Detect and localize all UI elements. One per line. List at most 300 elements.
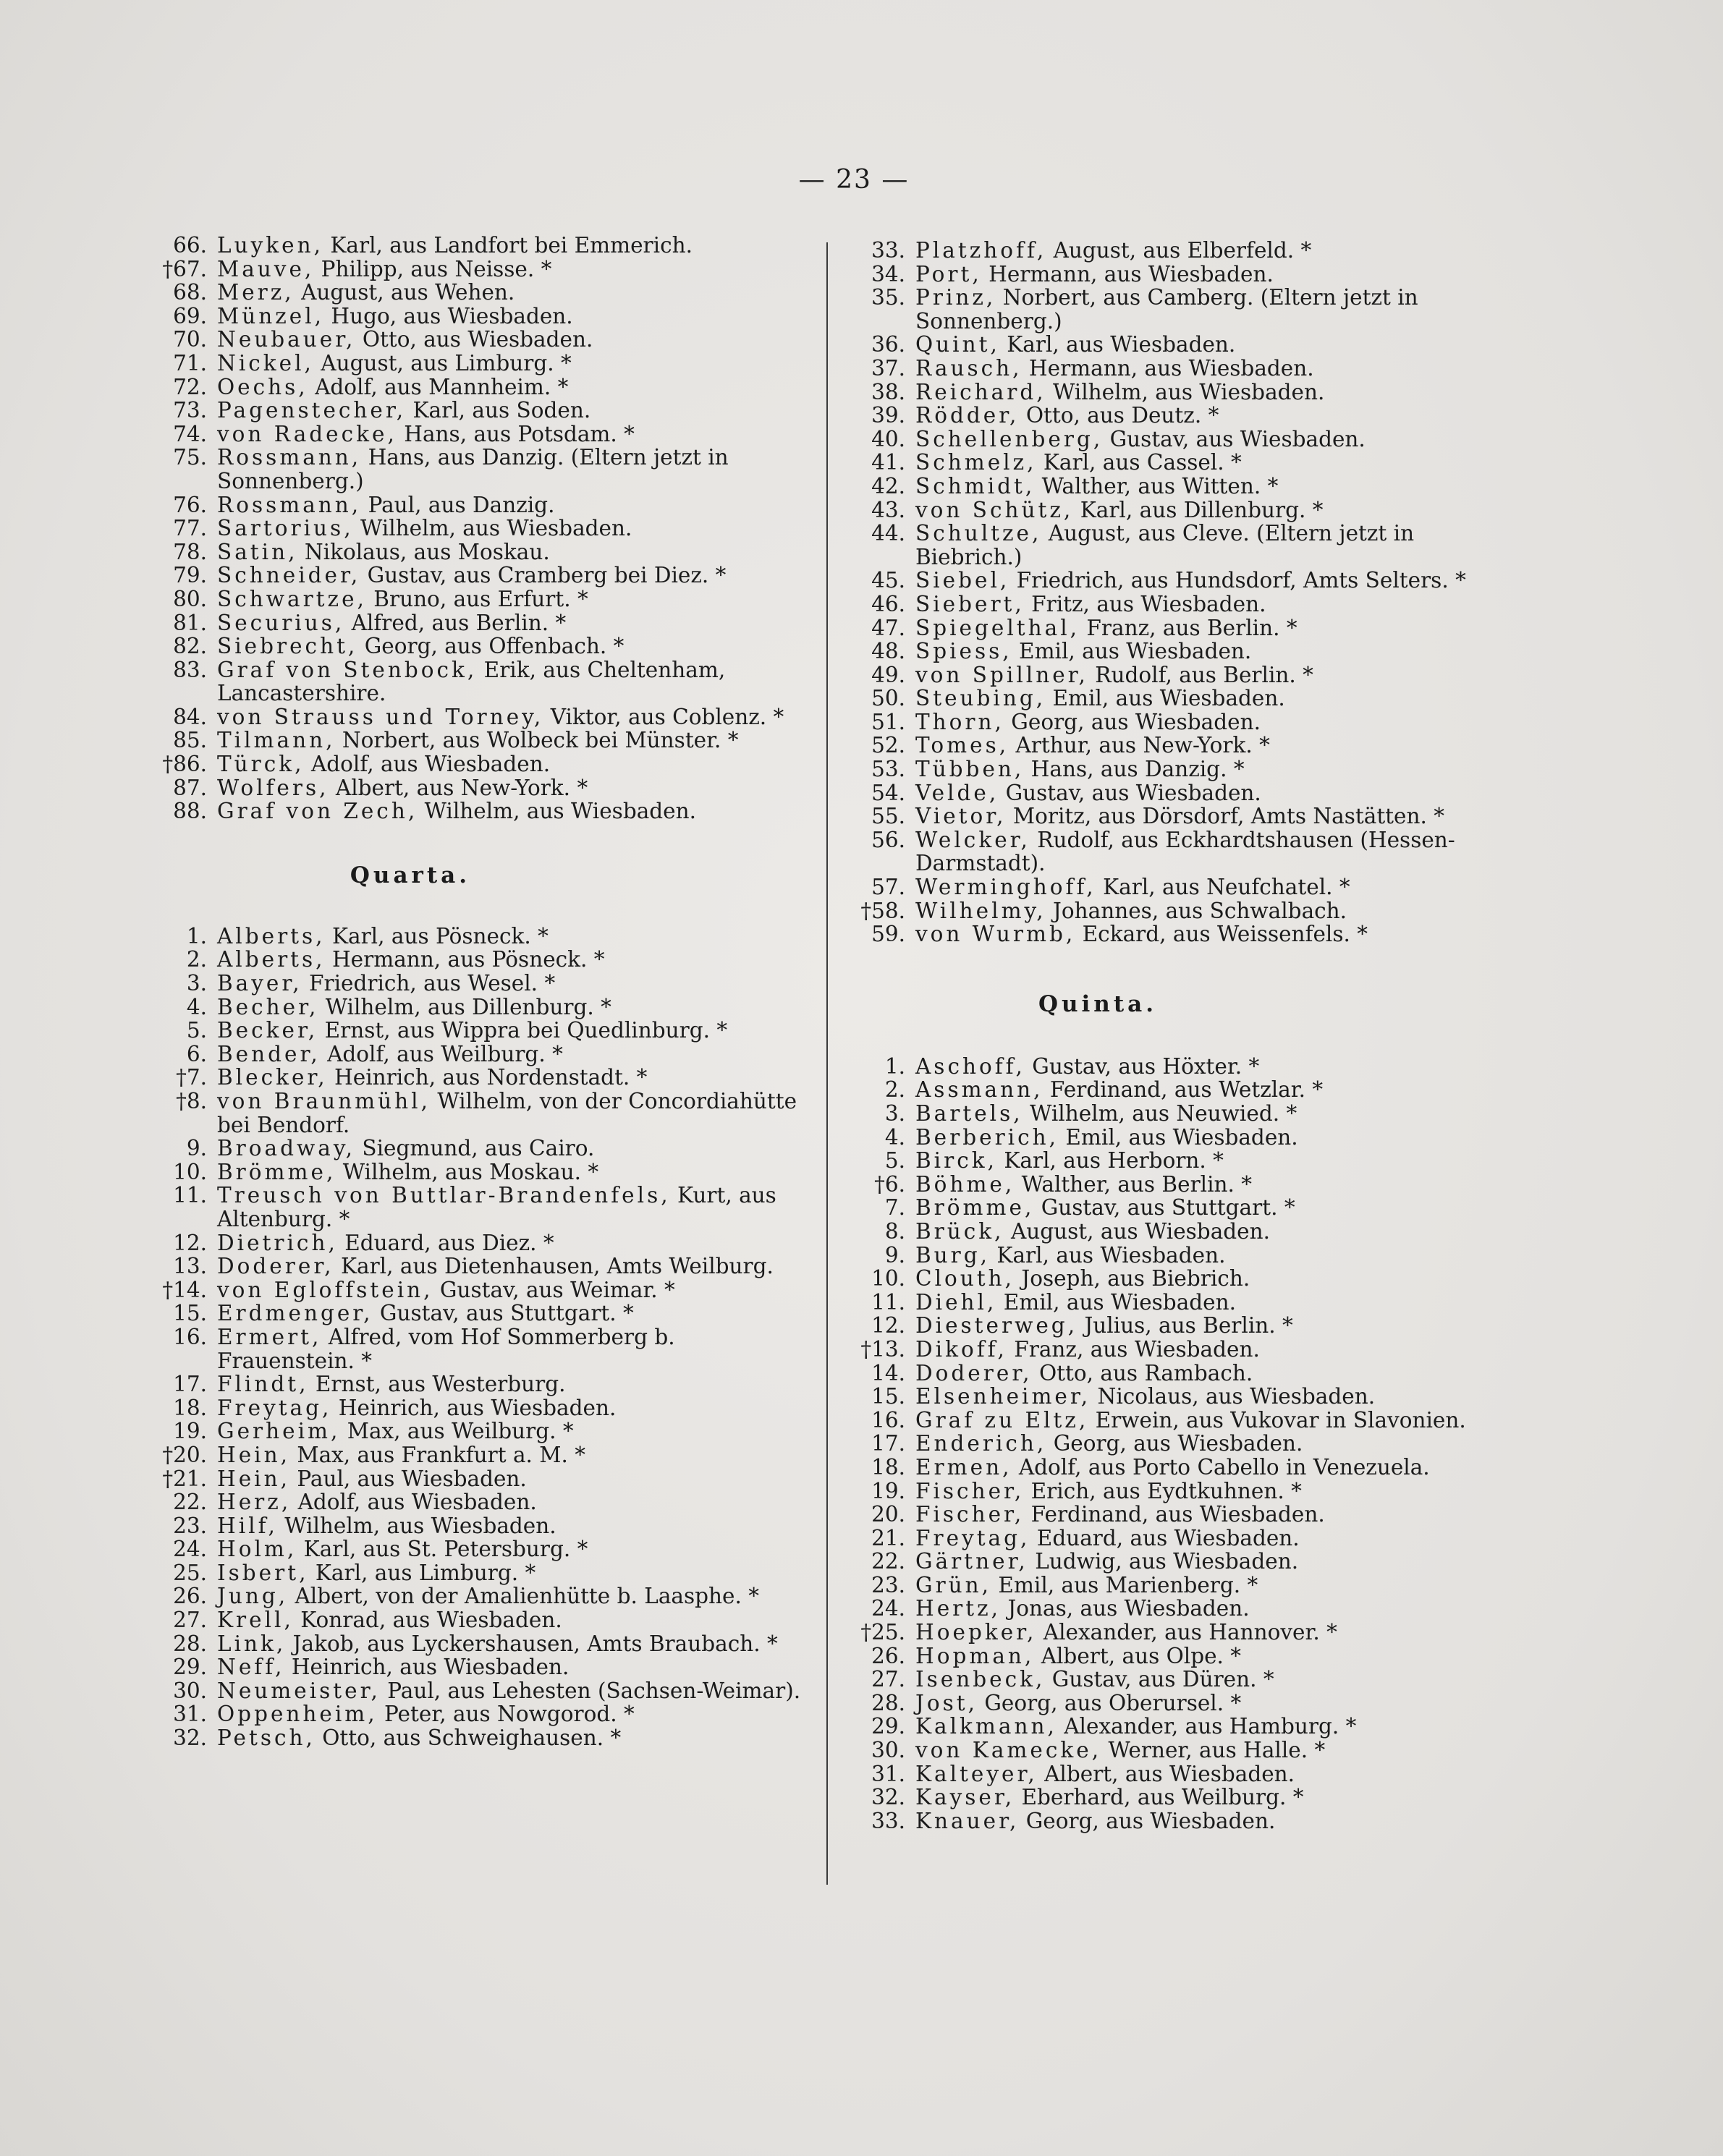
entry-details: August, aus Limburg. *: [313, 350, 572, 375]
list-item: [161, 564, 812, 587]
entry-text: [217, 752, 812, 776]
entry-details: Karl, aus St. Petersburg. *: [297, 1537, 588, 1562]
list-item: [161, 305, 812, 328]
entry-name: Tilmann,: [217, 728, 336, 753]
entry-number: 22.: [871, 1549, 905, 1574]
list-item: [161, 972, 812, 996]
entry-details: Albert, aus New-York. *: [329, 775, 588, 800]
entry-details: Heinrich, aus Wiesbaden.: [331, 1395, 617, 1420]
entry-number: 4.: [186, 994, 207, 1019]
list-item: [859, 404, 1510, 428]
entry-name: Satin,: [217, 539, 298, 564]
entry-number: 46.: [871, 591, 905, 616]
entry-details: Gustav, aus Stuttgart. *: [1034, 1195, 1295, 1221]
entry-text: [217, 1655, 812, 1679]
entry-details: Georg, aus Wiesbaden.: [1019, 1808, 1276, 1833]
list-item: [859, 1126, 1510, 1150]
entry-name: von Wurmb,: [915, 922, 1076, 947]
list-item: [161, 1066, 812, 1090]
entry-text: [217, 1043, 812, 1066]
list-item: [161, 1019, 812, 1043]
entry-text: [915, 1692, 1510, 1715]
entry-number: 25.: [173, 1560, 207, 1585]
entry-number: 24.: [871, 1596, 905, 1621]
entry-number: 42.: [871, 473, 905, 498]
entry-name: Rödder,: [915, 403, 1020, 428]
entry-name: Mauve,: [217, 256, 315, 281]
entry-details: Friedrich, aus Hundsdorf, Amts Selters. *: [1009, 568, 1466, 593]
list-item: [859, 734, 1510, 757]
entry-name: Rausch,: [915, 355, 1023, 381]
list-item: [161, 234, 812, 258]
entry-text: [217, 1231, 812, 1255]
entry-number: 17.: [871, 1431, 905, 1456]
entry-number: 20.: [871, 1502, 905, 1527]
entry-number: 66.: [173, 233, 207, 258]
entry-text: [915, 1786, 1510, 1809]
entry-name: Becher,: [217, 994, 319, 1019]
list-item: [161, 517, 812, 540]
entry-details: Walther, aus Witten. *: [1035, 473, 1279, 498]
entry-name: Wolfers,: [217, 775, 329, 800]
entry-name: Link,: [217, 1631, 287, 1656]
entry-number: 54.: [871, 780, 905, 805]
entry-details: Eckard, aus Weissenfels. *: [1075, 922, 1368, 947]
entry-details: Hans, aus Danzig. *: [1024, 757, 1245, 782]
entry-number: 5.: [884, 1148, 905, 1174]
entry-number: 12.: [173, 1230, 207, 1255]
entry-number: 22.: [173, 1490, 207, 1515]
list-item: [859, 1597, 1510, 1621]
entry-details: Philipp, aus Neisse. *: [314, 256, 552, 281]
entry-number: 6.: [186, 1041, 207, 1066]
entry-number: 73.: [173, 398, 207, 423]
entry-number: 45.: [871, 568, 905, 593]
column-divider: [826, 242, 828, 1885]
entry-text: [217, 328, 812, 352]
entry-details: Max, aus Weilburg. *: [340, 1419, 574, 1444]
entry-name: Gärtner,: [915, 1549, 1028, 1574]
entry-details: Hans, aus Potsdam. *: [397, 421, 635, 446]
quinta-entry-list: [859, 1055, 1510, 1833]
entry-name: Diesterweg,: [915, 1313, 1078, 1338]
list-item: [859, 1055, 1510, 1079]
list-item: [161, 611, 812, 635]
entry-details: Alfred, vom Hof Sommerberg b. Frauenstein. *: [217, 1324, 675, 1373]
entry-details: Walther, aus Berlin. *: [1015, 1171, 1253, 1197]
entry-details: Franz, aus Berlin. *: [1080, 615, 1297, 640]
entry-name: Oppenheim,: [217, 1702, 378, 1727]
entry-name: Graf zu Eltz,: [915, 1407, 1089, 1433]
entry-name: Jost,: [915, 1690, 978, 1715]
list-item: [859, 640, 1510, 663]
entry-name: Brömme,: [217, 1159, 336, 1184]
entry-name: Treusch von Buttlar-Brandenfels,: [217, 1183, 671, 1208]
entry-name: Jung,: [217, 1584, 289, 1609]
entry-name: Platzhoff,: [915, 238, 1047, 263]
list-item: [161, 328, 812, 352]
list-item: [161, 729, 812, 752]
entry-text: [915, 1338, 1510, 1362]
list-item: [161, 776, 812, 800]
list-item: [859, 828, 1510, 875]
entry-number: 1.: [884, 1053, 905, 1079]
entry-number: 4.: [884, 1124, 905, 1150]
entry-text: [915, 1739, 1510, 1762]
list-item: [161, 281, 812, 305]
entry-name: von Spillner,: [915, 662, 1088, 687]
entry-name: Schellenberg,: [915, 426, 1104, 451]
entry-details: August, aus Wehen.: [294, 280, 515, 305]
right-entry-list: [859, 239, 1510, 946]
entry-text: [217, 375, 812, 399]
entry-name: Grün,: [915, 1572, 992, 1597]
entry-text: [217, 1255, 812, 1278]
entry-number: 35.: [871, 285, 905, 310]
entry-number: 32.: [871, 1785, 905, 1810]
entry-details: Hermann, aus Wiesbaden.: [1022, 355, 1314, 381]
list-item: [161, 1372, 812, 1396]
entry-text: [915, 663, 1510, 687]
list-item: [859, 1480, 1510, 1503]
entry-details: Wilhelm, aus Wiesbaden.: [1046, 379, 1325, 404]
entry-name: Quint,: [915, 332, 1000, 357]
entry-text: [217, 305, 812, 328]
entry-number: 23.: [871, 1572, 905, 1597]
entry-details: Fritz, aus Wiesbaden.: [1024, 591, 1266, 616]
list-item: [859, 781, 1510, 805]
entry-number: 28.: [173, 1631, 207, 1656]
entry-number: †8.: [176, 1089, 207, 1113]
entry-text: [217, 540, 812, 564]
entry-number: 40.: [871, 426, 905, 451]
entry-number: 16.: [173, 1324, 207, 1349]
entry-name: Bartels,: [915, 1101, 1023, 1126]
entry-number: 24.: [173, 1537, 207, 1562]
entry-details: Wilhelm, aus Wiesbaden.: [277, 1513, 556, 1538]
list-item: [161, 352, 812, 375]
entry-name: Erdmenger,: [217, 1301, 373, 1326]
entry-name: Thorn,: [915, 709, 1004, 734]
list-item: [859, 1692, 1510, 1715]
list-item: [161, 399, 812, 423]
entry-number: 71.: [173, 350, 207, 375]
entry-details: Albert, aus Olpe. *: [1034, 1643, 1242, 1668]
entry-text: [915, 781, 1510, 805]
entry-text: [217, 1584, 812, 1608]
entry-number: 53.: [871, 757, 905, 782]
list-item: [859, 1503, 1510, 1527]
entry-name: von Strauss und Torney,: [217, 704, 544, 729]
entry-number: 19.: [871, 1478, 905, 1503]
entry-details: Jonas, aus Wiesbaden.: [1001, 1596, 1250, 1621]
entry-name: Welcker,: [915, 827, 1030, 852]
entry-name: Securius,: [217, 610, 345, 635]
entry-text: [217, 493, 812, 517]
entry-details: Arthur, aus New-York. *: [1009, 733, 1270, 758]
entry-number: 85.: [173, 728, 207, 753]
list-item: [161, 1184, 812, 1231]
list-item: [859, 1432, 1510, 1456]
entry-text: [217, 1726, 812, 1750]
entry-text: [217, 996, 812, 1019]
entry-text: [217, 446, 812, 493]
entry-details: Emil, aus Wiesbaden.: [996, 1289, 1236, 1315]
entry-text: [915, 239, 1510, 263]
entry-number: 29.: [173, 1655, 207, 1680]
entry-name: Bayer,: [217, 971, 302, 996]
list-item: [859, 1220, 1510, 1244]
entry-name: Hein,: [217, 1466, 290, 1491]
entry-number: 9.: [884, 1242, 905, 1268]
entry-name: Tübben,: [915, 757, 1025, 782]
entry-text: [915, 1385, 1510, 1409]
entry-number: 2.: [186, 947, 207, 972]
entry-name: Neff,: [217, 1655, 285, 1680]
list-item: [859, 1291, 1510, 1315]
entry-text: [915, 1456, 1510, 1480]
entry-text: [217, 1325, 812, 1372]
entry-name: Tomes,: [915, 733, 1009, 758]
entry-number: 55.: [871, 804, 905, 829]
list-item: [859, 263, 1510, 287]
entry-number: 38.: [871, 379, 905, 404]
entry-details: Hermann, aus Pösneck. *: [325, 947, 605, 972]
entry-text: [915, 1244, 1510, 1268]
entry-text: [217, 352, 812, 375]
entry-text: [915, 522, 1510, 569]
entry-number: 88.: [173, 799, 207, 824]
entry-details: Gustav, aus Wiesbaden.: [999, 780, 1261, 805]
entry-text: [217, 1184, 812, 1231]
entry-name: Port,: [915, 261, 982, 287]
entry-text: [915, 734, 1510, 757]
entry-text: [217, 1396, 812, 1420]
entry-details: Karl, aus Soden.: [406, 398, 591, 423]
entry-details: Siegmund, aus Cairo.: [355, 1136, 595, 1161]
list-item: [859, 1668, 1510, 1692]
entry-details: Ernst, aus Wippra bei Quedlinburg. *: [318, 1018, 728, 1043]
list-item: [161, 1231, 812, 1255]
entry-details: Adolf, aus Mannheim. *: [308, 374, 569, 399]
entry-details: Wilhelm, aus Neuwied. *: [1023, 1101, 1297, 1126]
entry-number: 70.: [173, 327, 207, 352]
entry-details: Emil, aus Wiesbaden.: [1012, 639, 1252, 664]
list-item: [161, 1278, 812, 1302]
entry-text: [915, 475, 1510, 498]
entry-number: 79.: [173, 563, 207, 588]
list-item: [161, 1608, 812, 1632]
entry-name: Pagenstecher,: [217, 398, 407, 423]
entry-name: Siebert,: [915, 591, 1025, 616]
list-item: [859, 1739, 1510, 1762]
entry-details: Wilhelm, aus Wiesbaden.: [353, 516, 632, 541]
entry-text: [217, 635, 812, 658]
entry-text: [915, 1173, 1510, 1197]
entry-name: Dikoff,: [915, 1336, 1007, 1362]
left-entry-list: [161, 234, 812, 823]
list-item: [161, 635, 812, 658]
list-item: [859, 475, 1510, 498]
entry-number: 74.: [173, 421, 207, 446]
entry-details: Emil, aus Wiesbaden.: [1059, 1124, 1298, 1150]
entry-name: von Radecke,: [217, 421, 397, 446]
entry-text: [217, 1419, 812, 1443]
entry-name: Spiess,: [915, 639, 1012, 664]
entry-name: Dietrich,: [217, 1230, 338, 1255]
entry-text: [217, 258, 812, 281]
entry-text: [915, 1715, 1510, 1739]
entry-number: 23.: [173, 1513, 207, 1538]
entry-details: Gustav, aus Wiesbaden.: [1103, 426, 1366, 451]
entry-text: [217, 1467, 812, 1491]
list-item: [859, 1762, 1510, 1786]
entry-text: [915, 710, 1510, 734]
entry-name: Luyken,: [217, 233, 323, 258]
entry-name: Becker,: [217, 1018, 318, 1043]
entry-number: 18.: [871, 1454, 905, 1480]
entry-details: Wilhelm, aus Dillenburg. *: [318, 994, 611, 1019]
list-item: [859, 451, 1510, 475]
entry-text: [217, 423, 812, 446]
entry-details: Alexander, aus Hamburg. *: [1057, 1714, 1357, 1739]
entry-details: Ferdinand, aus Wetzlar. *: [1043, 1077, 1324, 1103]
entry-text: [915, 569, 1510, 593]
entry-text: [915, 805, 1510, 828]
list-item: [859, 663, 1510, 687]
entry-number: 36.: [871, 332, 905, 357]
entry-number: 8.: [884, 1218, 905, 1244]
list-item: [161, 1255, 812, 1278]
list-item: [161, 658, 812, 705]
entry-number: 21.: [871, 1525, 905, 1550]
list-item: [859, 1078, 1510, 1102]
entry-name: Freytag,: [915, 1525, 1030, 1550]
list-item: [161, 540, 812, 564]
entry-text: [915, 593, 1510, 616]
entry-text: [915, 1267, 1510, 1291]
entry-text: [915, 451, 1510, 475]
entry-number: 10.: [871, 1266, 905, 1291]
entry-number: 3.: [884, 1101, 905, 1126]
entry-details: Ernst, aus Westerburg.: [308, 1372, 566, 1397]
entry-text: [217, 799, 812, 823]
list-item: [859, 1715, 1510, 1739]
entry-name: Enderich,: [915, 1431, 1047, 1456]
entry-number: †6.: [874, 1171, 905, 1197]
entry-number: 28.: [871, 1690, 905, 1715]
entry-name: Hoepker,: [915, 1620, 1037, 1645]
entry-text: [915, 616, 1510, 640]
entry-text: [217, 1537, 812, 1561]
list-item: [161, 925, 812, 948]
entry-details: Peter, aus Nowgorod. *: [377, 1702, 635, 1727]
entry-number: 17.: [173, 1372, 207, 1397]
entry-details: Georg, aus Wiesbaden.: [1004, 709, 1261, 734]
list-item: [859, 1244, 1510, 1268]
entry-details: Ludwig, aus Wiesbaden.: [1028, 1549, 1299, 1574]
list-item: [859, 1621, 1510, 1644]
entry-number: 2.: [884, 1077, 905, 1103]
entry-name: Wilhelmy,: [915, 898, 1046, 923]
entry-name: Schmelz,: [915, 450, 1037, 475]
entry-text: [915, 333, 1510, 357]
entry-details: Karl, aus Herborn. *: [997, 1148, 1224, 1174]
entry-text: [217, 925, 812, 948]
entry-details: Friedrich, aus Wesel. *: [302, 971, 556, 996]
entry-number: 15.: [173, 1301, 207, 1326]
list-item: [161, 375, 812, 399]
entry-details: Paul, aus Wiesbaden.: [290, 1466, 527, 1491]
entry-name: Schmidt,: [915, 473, 1036, 498]
entry-name: Alberts,: [217, 923, 326, 948]
list-item: [859, 239, 1510, 263]
list-item: [859, 1149, 1510, 1173]
entry-details: Eduard, aus Diez. *: [337, 1230, 554, 1255]
entry-text: [217, 1302, 812, 1325]
entry-text: [217, 1019, 812, 1043]
entry-name: Schultze,: [915, 521, 1042, 546]
entry-details: Max, aus Frankfurt a. M. *: [290, 1442, 586, 1467]
entry-number: 12.: [871, 1313, 905, 1338]
entry-text: [217, 972, 812, 996]
list-item: [859, 1362, 1510, 1385]
entry-details: Georg, aus Oberursel. *: [977, 1690, 1242, 1715]
entry-details: Paul, aus Danzig.: [361, 492, 555, 517]
entry-number: 56.: [871, 827, 905, 852]
list-item: [859, 498, 1510, 522]
entry-number: †21.: [162, 1466, 207, 1491]
entry-number: 33.: [871, 238, 905, 263]
entry-name: von Egloffstein,: [217, 1277, 433, 1302]
entry-name: Steubing,: [915, 686, 1046, 711]
list-item: [161, 1443, 812, 1467]
list-item: [161, 1584, 812, 1608]
entry-details: Ferdinand, aus Wiesbaden.: [1024, 1502, 1325, 1527]
entry-text: [217, 564, 812, 587]
entry-number: 34.: [871, 261, 905, 287]
entry-name: Krell,: [217, 1608, 294, 1633]
list-item: [161, 446, 812, 493]
entry-name: Isenbeck,: [915, 1667, 1046, 1692]
entry-details: Hermann, aus Wiesbaden.: [981, 261, 1274, 287]
entry-text: [915, 428, 1510, 451]
entry-text: [915, 1409, 1510, 1433]
entry-number: †7.: [176, 1065, 207, 1090]
right-column: [859, 239, 1510, 1833]
entry-details: Norbert, aus Camberg. (Eltern jetzt in Sonnenberg.): [915, 285, 1418, 334]
entry-details: Johannes, aus Schwalbach.: [1046, 898, 1347, 923]
entry-number: 29.: [871, 1714, 905, 1739]
list-item: [859, 286, 1510, 333]
entry-details: Rudolf, aus Eckhardtshausen (Hessen-Darmstadt).: [915, 827, 1455, 876]
list-item: [859, 1196, 1510, 1220]
entry-number: 3.: [186, 971, 207, 996]
entry-name: Nickel,: [217, 350, 314, 375]
list-item: [859, 805, 1510, 828]
entry-text: [915, 1621, 1510, 1644]
entry-text: [915, 1291, 1510, 1315]
entry-number: 18.: [173, 1395, 207, 1420]
entry-name: Kayser,: [915, 1785, 1015, 1810]
entry-number: 83.: [173, 657, 207, 682]
entry-details: Eduard, aus Wiesbaden.: [1030, 1525, 1300, 1550]
entry-text: [915, 1196, 1510, 1220]
entry-number: 51.: [871, 709, 905, 734]
entry-details: Adolf, aus Porto Cabello in Venezuela.: [1012, 1454, 1430, 1480]
entry-number: 68.: [173, 280, 207, 305]
entry-name: Sartorius,: [217, 516, 354, 541]
